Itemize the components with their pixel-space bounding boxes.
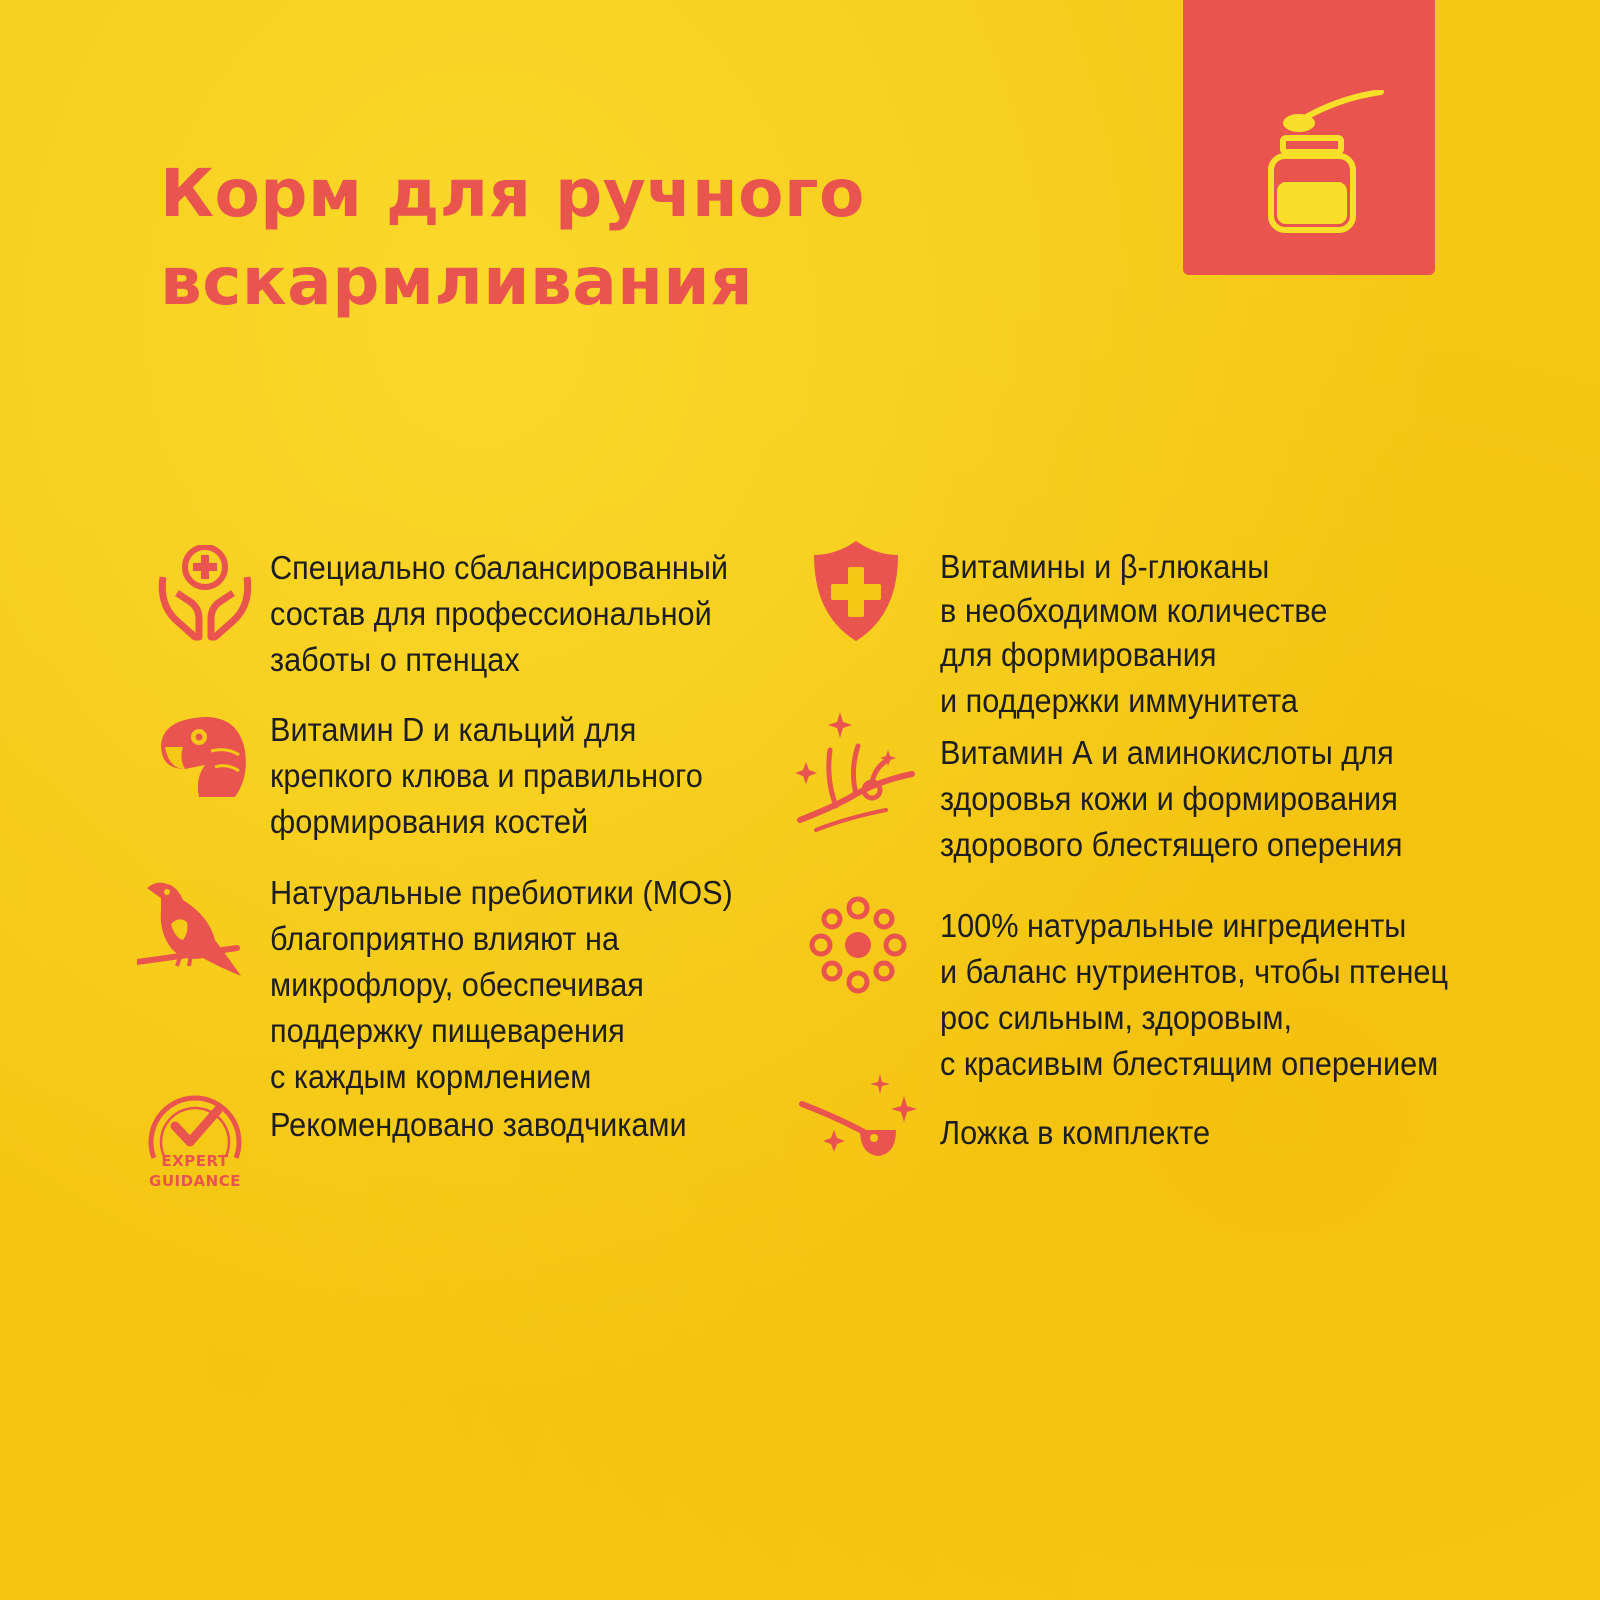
feature-text: Витамины и β-глюканы в необходимом количестве для формирования и поддержки иммунитета xyxy=(940,548,1328,719)
page-title xyxy=(160,150,865,326)
expert-label: EXPERT xyxy=(161,1152,229,1170)
title-line-2: вскармливания xyxy=(160,243,754,320)
natural-ingredients-flower-icon xyxy=(808,895,908,995)
feature-text: Натуральные пребиотики (MOS) благоприятно влияют на микрофлору, обеспечивая поддержку пищеварения с каждым кормлением xyxy=(270,874,733,1095)
feature-text: Рекомендовано заводчиками xyxy=(270,1106,687,1143)
feature-text: Витамин А и аминокислоты для здоровья кожи и формирования здорового блестящего оперения xyxy=(940,734,1403,863)
feature-text: Специально сбалансированный состав для профессиональной заботы о птенцах xyxy=(270,549,729,678)
bird-on-branch-icon xyxy=(137,870,247,985)
hands-holding-medical-cross-icon xyxy=(155,545,255,645)
title-line-1: Корм для ручного xyxy=(160,155,865,232)
shield-medical-cross-icon xyxy=(806,537,906,647)
parrot-head-icon xyxy=(155,707,255,807)
spoon-sparkle-icon xyxy=(798,1074,923,1184)
feature-text: 100% натуральные ингредиенты и баланс нутриентов, чтобы птенец рос сильным, здоровым, с красивым блестящим оперением xyxy=(940,907,1449,1082)
guidance-label: GUIDANCE xyxy=(149,1172,241,1190)
skin-feather-sparkle-icon xyxy=(796,710,916,835)
baby-food-jar-spoon-icon xyxy=(1263,90,1393,240)
expert-guidance-check-icon xyxy=(130,1080,260,1200)
feature-text: Ложка в комплекте xyxy=(940,1114,1211,1151)
feature-text: Витамин D и кальций для крепкого клюва и правильного формирования костей xyxy=(270,711,703,840)
category-badge xyxy=(1183,0,1435,275)
